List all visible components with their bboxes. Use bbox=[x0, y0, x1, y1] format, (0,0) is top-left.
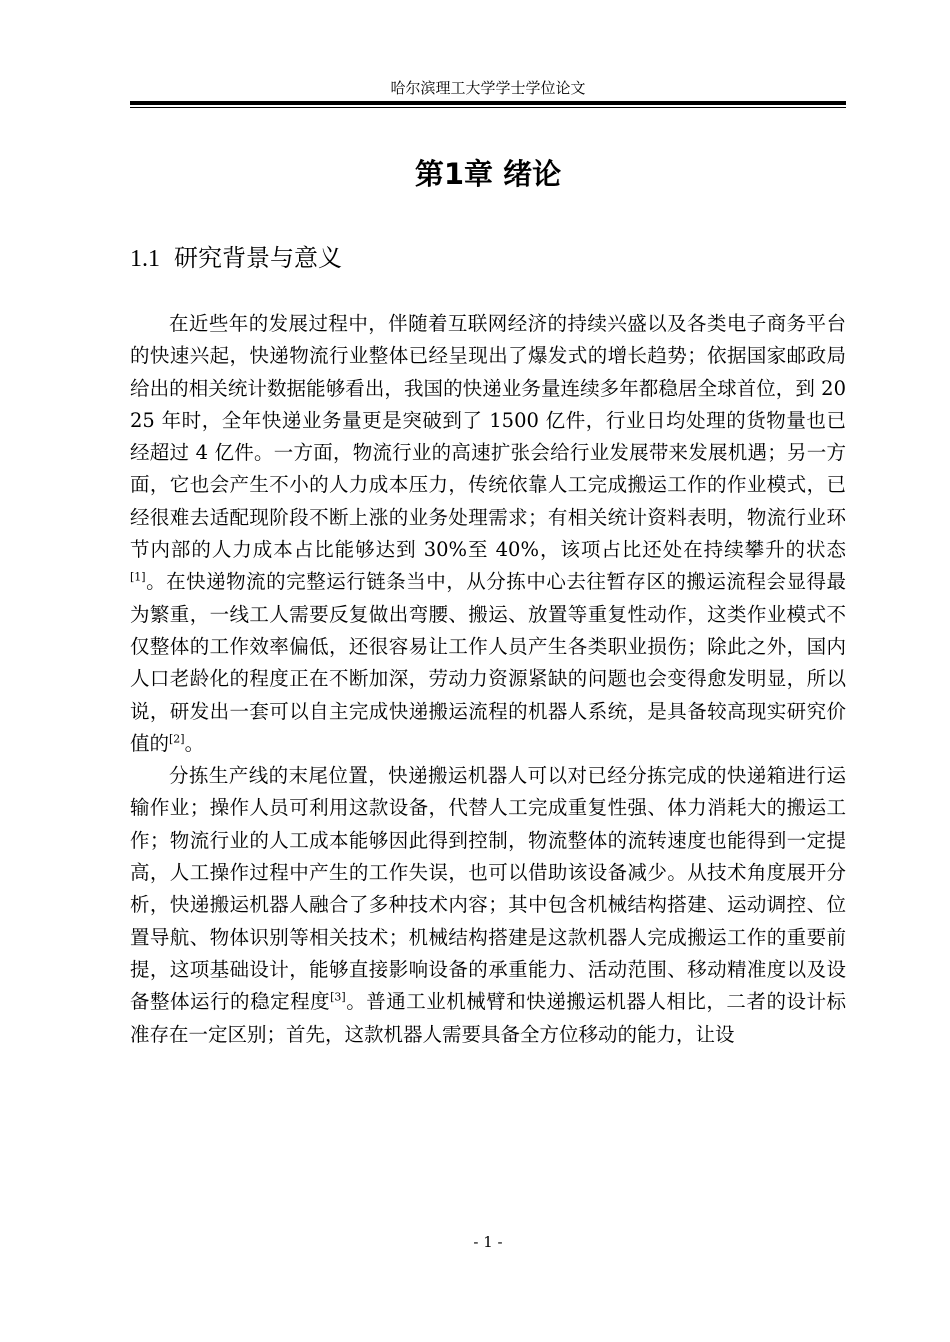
paragraph-1-text-a: 在近些年的发展过程中，伴随着互联网经济的持续兴盛以及各类电子商务平台的快速兴起，快递物流行业整体已经呈现出了爆发式的增长趋势；依据国家邮政局给出的相关统计数据能够看出，我国的快递业务量连续多年都稳居全球首位，到 2025 年时，全年快递业务量更是突破到了 1500 亿件，行业日均处理的货物量也已经超过 4 亿件。一方面，物流行业的高速扩张会给行业发展带来发展机遇；另一方面，它也会产生不小的人力成本压力，传统依靠人工完成搬运工作的作业模式，已经很难去适配现阶段不断上涨的业务处理需求；有相关统计资料表明，物流行业环节内部的人力成本占比能够达到 30%至 40%，该项占比还处在持续攀升的状态 bbox=[130, 312, 846, 562]
page-number: - 1 - bbox=[473, 1233, 503, 1251]
paragraph-1-text-b: 。在快递物流的完整运行链条当中，从分拣中心去往暂存区的搬运流程会显得最为繁重，一线工人需要反复做出弯腰、搬运、放置等重复性动作，这类作业模式不仅整体的工作效率偏低，还很容易让工作人员产生各类职业损伤；除此之外，国内人口老龄化的程度正在不断加深，劳动力资源紧缺的问题也会变得愈发明显，所以说，研发出一套可以自主完成快递搬运流程的机器人系统，是具备较高现实研究价值的 bbox=[130, 570, 846, 755]
paragraph-2 bbox=[130, 760, 846, 1051]
section-number: 1.1 bbox=[130, 246, 160, 272]
section-title: 研究背景与意义 bbox=[174, 244, 342, 272]
citation-1: [1] bbox=[130, 570, 146, 584]
paragraph-2-text-a: 分拣生产线的末尾位置，快递搬运机器人可以对已经分拣完成的快递箱进行运输作业；操作人员可利用这款设备，代替人工完成重复性强、体力消耗大的搬运工作；物流行业的人工成本能够因此得到控制，物流整体的流转速度也能得到一定提高，人工操作过程中产生的工作失误，也可以借助该设备减少。从技术角度展开分析，快递搬运机器人融合了多种技术内容；其中包含机械结构搭建、运动调控、位置导航、物体识别等相关技术；机械结构搭建是这款机器人完成搬运工作的重要前提，这项基础设计，能够直接影响设备的承重能力、活动范围、移动精准度以及设备整体运行的稳定程度 bbox=[130, 764, 846, 1014]
header-rule-thick bbox=[130, 101, 846, 105]
header-rule-thin bbox=[130, 107, 846, 108]
citation-2: [2] bbox=[169, 732, 185, 746]
running-header: 哈尔滨理工大学学士学位论文 bbox=[390, 79, 586, 97]
paragraph-1 bbox=[130, 308, 846, 760]
section-heading bbox=[130, 240, 342, 277]
citation-3: [3] bbox=[330, 990, 346, 1004]
chapter-title: 第1章 绪论 bbox=[414, 157, 562, 191]
paragraph-1-text-c: 。 bbox=[184, 731, 205, 755]
paragraph-2-text-b: 。普通工业机械臂和快递搬运机器人相比，二者的设计标准存在一定区别；首先，这款机器人需要具备全方位移动的能力，让设 bbox=[130, 990, 846, 1046]
body-text bbox=[130, 308, 846, 1051]
